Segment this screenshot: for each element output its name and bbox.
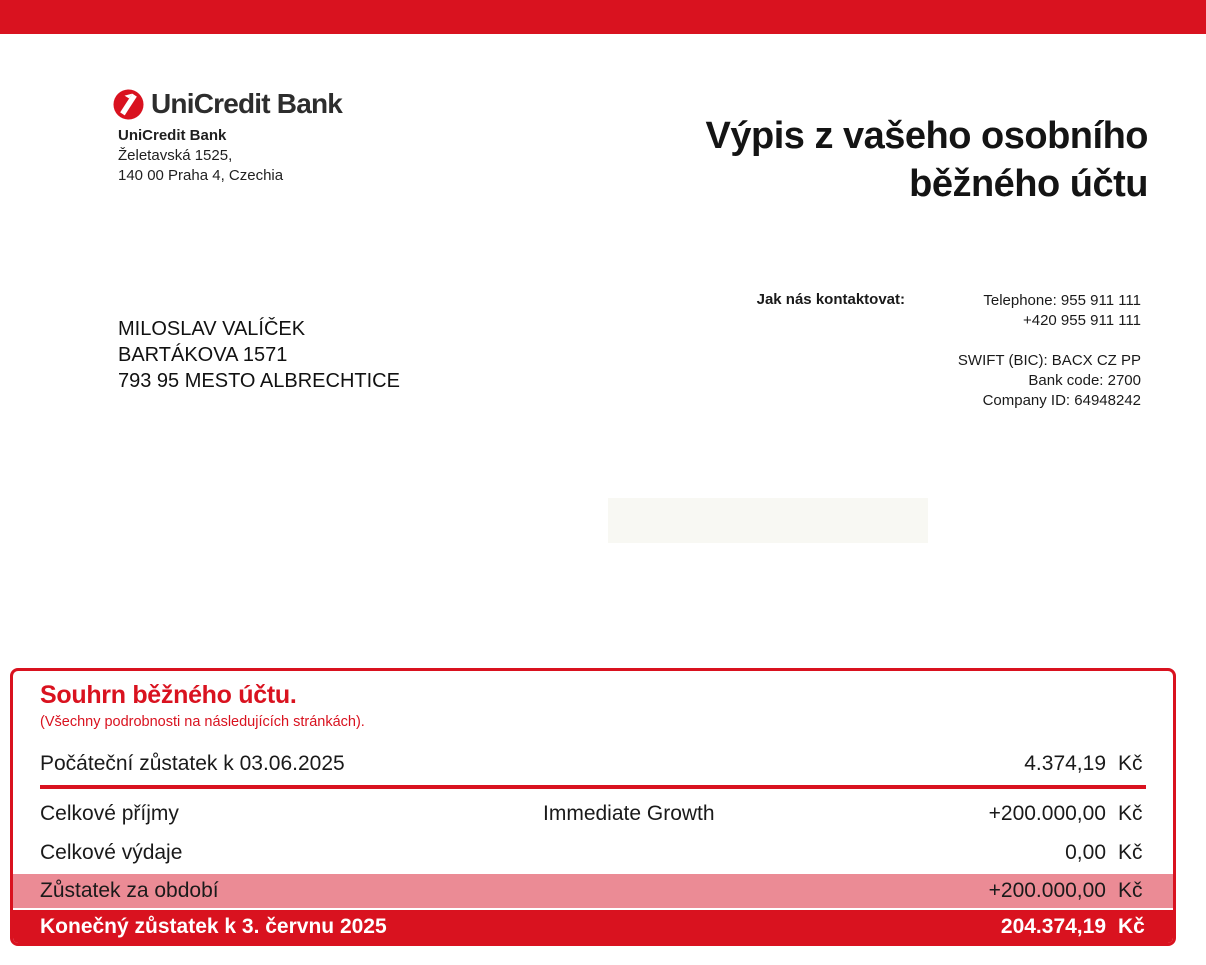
- bank-logo: [113, 88, 342, 120]
- bank-address-block: [118, 126, 283, 186]
- account-summary-box: [10, 668, 1176, 946]
- row-currency: Kč: [1118, 752, 1143, 775]
- summary-row-total-income: [40, 801, 1146, 827]
- brand-top-bar: [0, 0, 1206, 34]
- contact-label: Jak nás kontaktovat:: [756, 291, 905, 308]
- contact-spacer: [958, 331, 1141, 351]
- row-label: Celkové výdaje: [40, 841, 183, 864]
- unicredit-circle-icon: [113, 89, 144, 120]
- row-value: [886, 752, 1146, 776]
- recipient-address-block: [118, 316, 400, 394]
- summary-header: [40, 681, 1146, 731]
- contact-values-block: [958, 291, 1141, 411]
- row-label: Zůstatek za období: [40, 879, 219, 902]
- row-currency: Kč: [1118, 879, 1143, 902]
- contact-telephone1: Telephone: 955 911 111: [983, 292, 1141, 309]
- page-title: [706, 112, 1148, 208]
- row-label: Konečný zůstatek k 3. červnu 2025: [40, 915, 387, 938]
- row-value: [886, 879, 1146, 903]
- recipient-name: MILOSLAV VALÍČEK: [118, 318, 306, 340]
- row-currency: Kč: [1118, 841, 1143, 864]
- bank-address-line1: Želetavská 1525,: [118, 147, 233, 164]
- row-value: [886, 801, 1146, 827]
- row-amount: +200.000,00: [988, 802, 1106, 825]
- row-currency: Kč: [1118, 915, 1145, 938]
- row-currency: Kč: [1118, 802, 1143, 825]
- recipient-street: BARTÁKOVA 1571: [118, 344, 288, 366]
- row-label: Celkové příjmy: [40, 802, 179, 825]
- row-value: [886, 840, 1146, 866]
- row-amount: 204.374,19: [1000, 915, 1106, 938]
- row-middle: Immediate Growth: [543, 802, 715, 825]
- row-amount: +200.000,00: [988, 879, 1106, 902]
- page-title-line2: běžného účtu: [909, 163, 1148, 205]
- row-amount: 4.374,19: [1024, 752, 1106, 775]
- background-artifact: [608, 498, 928, 543]
- summary-row-final-balance: [13, 910, 1173, 944]
- bank-logo-text: UniCredit Bank: [151, 88, 343, 119]
- contact-telephone2: +420 955 911 111: [1022, 312, 1141, 329]
- bank-address-line2: 140 00 Praha 4, Czechia: [118, 167, 284, 184]
- contact-company-id: Company ID: 64948242: [982, 392, 1141, 409]
- summary-subtitle: (Všechny podrobnosti na následujících stránkách).: [40, 714, 365, 730]
- recipient-city: 793 95 MESTO ALBRECHTICE: [118, 370, 400, 392]
- summary-row-opening-balance: [40, 752, 1146, 789]
- contact-swift: SWIFT (BIC): BACX CZ PP: [957, 352, 1141, 369]
- summary-row-period-balance: [13, 874, 1173, 908]
- summary-title: Souhrn běžného účtu.: [40, 681, 297, 709]
- row-amount: 0,00: [1065, 841, 1106, 864]
- contact-bank-code: Bank code: 2700: [1028, 372, 1141, 389]
- page-title-line1: Výpis z vašeho osobního: [705, 115, 1148, 157]
- row-label: Počáteční zůstatek k 03.06.2025: [40, 752, 345, 775]
- row-value: [886, 915, 1146, 939]
- bank-name: UniCredit Bank: [118, 127, 227, 144]
- summary-row-total-expenses: [40, 840, 1146, 866]
